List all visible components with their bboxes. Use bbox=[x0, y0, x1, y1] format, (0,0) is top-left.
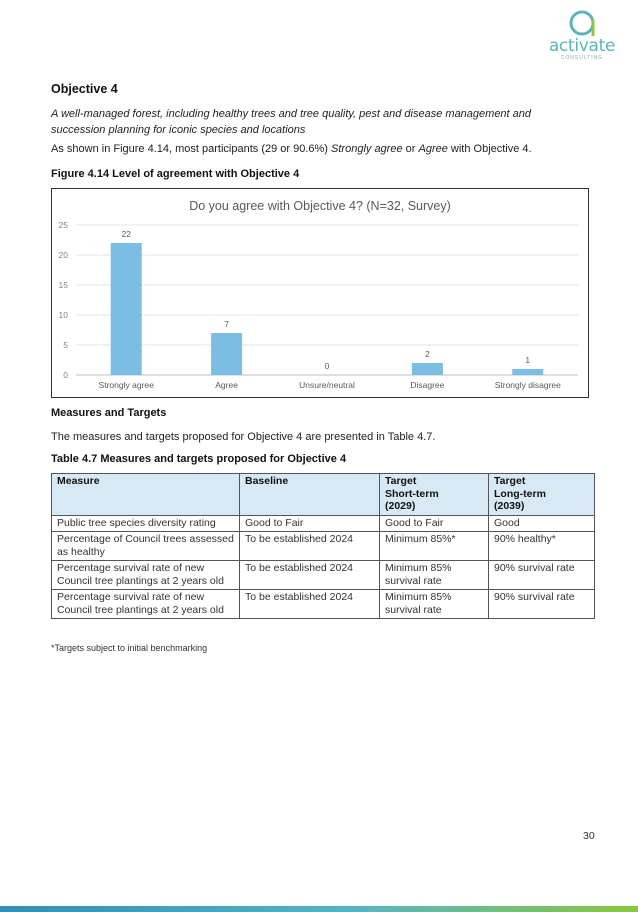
logo-mark-icon bbox=[540, 6, 624, 40]
measures-heading: Measures and Targets bbox=[51, 407, 167, 419]
intro-mid: or bbox=[402, 143, 419, 155]
cell-short-term: Minimum 85% survival rate bbox=[380, 590, 489, 619]
cell-baseline: Good to Fair bbox=[240, 515, 380, 532]
agreement-chart bbox=[51, 188, 589, 398]
measures-table bbox=[51, 473, 595, 619]
y-tick-label: 0 bbox=[63, 370, 68, 380]
logo-wordmark: activate bbox=[548, 36, 616, 56]
bar bbox=[111, 243, 142, 375]
table-row bbox=[52, 515, 595, 532]
intro-prefix: As shown in Figure 4.14, most participants (29 or 90.6%) bbox=[51, 143, 332, 155]
chart-svg bbox=[52, 189, 588, 397]
data-label: 2 bbox=[425, 349, 430, 359]
y-tick-label: 10 bbox=[58, 310, 68, 320]
bar bbox=[412, 363, 443, 375]
page-number: 30 bbox=[583, 830, 595, 842]
y-tick-label: 20 bbox=[58, 250, 68, 260]
table-row bbox=[52, 532, 595, 561]
x-tick-label: Unsure/neutral bbox=[299, 380, 355, 390]
table-row bbox=[52, 561, 595, 590]
cell-baseline: To be established 2024 bbox=[240, 532, 380, 561]
activate-logo bbox=[540, 6, 624, 62]
objective-statement: A well-managed forest, including healthy trees and tree quality, pest and disease management and succession planning for iconic species and locations bbox=[51, 108, 532, 136]
x-tick-label: Agree bbox=[215, 380, 238, 390]
bar bbox=[512, 369, 543, 375]
table-footnote: *Targets subject to initial benchmarking bbox=[51, 643, 208, 653]
logo-subtitle: CONSULTING bbox=[560, 55, 604, 61]
cell-measure: Percentage of Council trees assessed as healthy bbox=[52, 532, 240, 561]
figure-caption: Figure 4.14 Level of agreement with Objective 4 bbox=[51, 168, 300, 180]
intro-emphasis-strongly-agree: Strongly agree bbox=[331, 143, 403, 155]
header-target-long-term: Target Long-term (2039) bbox=[489, 474, 595, 516]
cell-baseline: To be established 2024 bbox=[240, 590, 380, 619]
x-tick-label: Strongly agree bbox=[98, 380, 154, 390]
data-label: 7 bbox=[224, 319, 229, 329]
cell-baseline: To be established 2024 bbox=[240, 561, 380, 590]
data-label: 0 bbox=[324, 361, 330, 371]
footer-color-bar bbox=[0, 906, 638, 912]
y-tick-label: 25 bbox=[58, 220, 68, 230]
cell-short-term: Minimum 85% survival rate bbox=[380, 561, 489, 590]
cell-short-term: Good to Fair bbox=[380, 515, 489, 532]
data-label: 22 bbox=[121, 229, 131, 239]
header-measure: Measure bbox=[52, 474, 240, 516]
x-tick-label: Disagree bbox=[410, 380, 445, 390]
y-tick-label: 15 bbox=[58, 280, 68, 290]
cell-measure: Public tree species diversity rating bbox=[52, 515, 240, 532]
table-header-row bbox=[52, 474, 595, 516]
measures-intro: The measures and targets proposed for Objective 4 are presented in Table 4.7. bbox=[51, 431, 436, 443]
cell-long-term: Good bbox=[489, 515, 595, 532]
y-tick-label: 5 bbox=[63, 340, 68, 350]
cell-short-term: Minimum 85%* bbox=[380, 532, 489, 561]
table-row bbox=[52, 590, 595, 619]
cell-long-term: 90% survival rate bbox=[489, 561, 595, 590]
intro-emphasis-agree: Agree bbox=[418, 143, 448, 155]
chart-title: Do you agree with Objective 4? (N=32, Survey) bbox=[189, 199, 451, 213]
table-caption: Table 4.7 Measures and targets proposed for Objective 4 bbox=[51, 453, 347, 465]
x-tick-label: Strongly disagree bbox=[494, 380, 561, 390]
bar bbox=[211, 333, 242, 375]
header-target-short-term: Target Short-term (2029) bbox=[380, 474, 489, 516]
cell-measure: Percentage survival rate of new Council tree plantings at 2 years old bbox=[52, 590, 240, 619]
intro-suffix: with Objective 4. bbox=[447, 143, 532, 155]
cell-long-term: 90% healthy* bbox=[489, 532, 595, 561]
data-label: 1 bbox=[525, 355, 531, 365]
header-baseline: Baseline bbox=[240, 474, 380, 516]
cell-long-term: 90% survival rate bbox=[489, 590, 595, 619]
cell-measure: Percentage survival rate of new Council tree plantings at 2 years old bbox=[52, 561, 240, 590]
objective-heading: Objective 4 bbox=[51, 82, 118, 96]
intro-paragraph bbox=[51, 143, 591, 155]
